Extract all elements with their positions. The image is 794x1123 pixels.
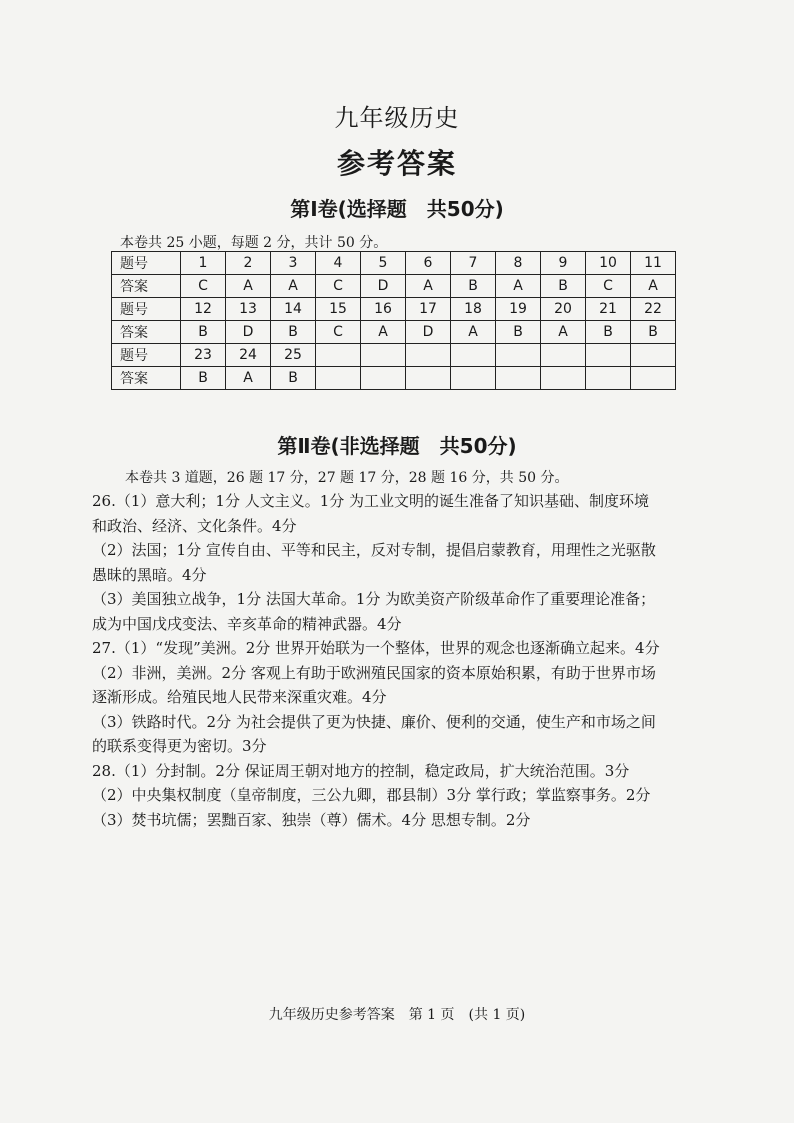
row-header-cell: 题号 — [112, 252, 181, 275]
table-cell: A — [451, 321, 496, 344]
answer-line: 的联系变得更为密切。3分 — [92, 737, 267, 755]
table-cell: B — [451, 275, 496, 298]
table-cell — [586, 344, 631, 367]
table-cell: B — [271, 321, 316, 344]
page-footer: 九年级历史参考答案 第 1 页 (共 1 页) — [268, 1007, 526, 1023]
table-row — [112, 367, 676, 390]
table-cell: 19 — [496, 298, 541, 321]
table-row — [112, 252, 676, 275]
answer-line: （2）法国；1分 宣传自由、平等和民主，反对专制，提倡启蒙教育，用理性之光驱散 — [92, 541, 656, 559]
table-cell: A — [271, 275, 316, 298]
table-row — [112, 344, 676, 367]
table-cell: 18 — [451, 298, 496, 321]
table-cell: C — [316, 321, 361, 344]
answer-line: 愚昧的黑暗。4分 — [92, 565, 207, 584]
answer-table — [111, 251, 676, 390]
table-cell — [541, 344, 586, 367]
table-cell: 8 — [496, 252, 541, 275]
row-header-cell: 答案 — [112, 275, 181, 298]
table-cell: 21 — [586, 298, 631, 321]
table-cell: 24 — [226, 344, 271, 367]
table-cell: 1 — [181, 252, 226, 275]
table-cell: 5 — [361, 252, 406, 275]
table-cell — [406, 344, 451, 367]
table-cell: 17 — [406, 298, 451, 321]
answer-line: （2）中央集权制度（皇帝制度，三公九卿，郡县制）3分 掌行政；掌监察事务。2分 — [92, 786, 651, 804]
row-header-cell: 题号 — [112, 298, 181, 321]
answer-line: （3）焚书坑儒；罢黜百家、独崇（尊）儒术。4分 思想专制。2分 — [92, 810, 531, 829]
document-title: 参考答案 — [336, 147, 457, 180]
answer-line: 逐渐形成。给殖民地人民带来深重灾难。4分 — [92, 688, 387, 706]
answer-line: 和政治、经济、文化条件。4分 — [92, 516, 297, 535]
table-cell: A — [406, 275, 451, 298]
table-cell — [361, 344, 406, 367]
table-cell: 10 — [586, 252, 631, 275]
table-cell: C — [316, 275, 361, 298]
table-cell: 22 — [631, 298, 676, 321]
table-cell: 16 — [361, 298, 406, 321]
table-row — [112, 321, 676, 344]
table-cell: 12 — [181, 298, 226, 321]
table-cell: 11 — [631, 252, 676, 275]
answer-text-block — [92, 489, 672, 832]
table-cell — [496, 367, 541, 390]
part2-intro: 本卷共 3 道题，26 题 17 分，27 题 17 分，28 题 16 分，共 50 分。 — [125, 470, 569, 486]
table-cell — [541, 367, 586, 390]
table-cell: A — [631, 275, 676, 298]
subject-title: 九年级历史 — [334, 104, 460, 132]
table-cell: A — [361, 321, 406, 344]
table-cell: D — [406, 321, 451, 344]
table-cell: A — [496, 275, 541, 298]
table-cell — [586, 367, 631, 390]
table-cell — [361, 367, 406, 390]
answer-line: 28.（1）分封制。2分 保证周王朝对地方的控制，稳定政局，扩大统治范围。3分 — [92, 761, 630, 780]
part1-intro: 本卷共 25 小题，每题 2 分，共计 50 分。 — [120, 235, 388, 251]
table-cell: D — [361, 275, 406, 298]
table-cell: D — [226, 321, 271, 344]
table-cell: 6 — [406, 252, 451, 275]
table-cell: C — [181, 275, 226, 298]
answer-line: 27.（1）“发现”美洲。2分 世界开始联为一个整体，世界的观念也逐渐确立起来。4分 — [92, 639, 660, 657]
table-cell: 14 — [271, 298, 316, 321]
table-cell: 7 — [451, 252, 496, 275]
table-cell: 23 — [181, 344, 226, 367]
table-cell — [631, 344, 676, 367]
table-cell — [406, 367, 451, 390]
table-cell — [316, 367, 361, 390]
answer-line: （2）非洲，美洲。2分 客观上有助于欧洲殖民国家的资本原始积累，有助于世界市场 — [92, 663, 656, 682]
table-cell: 20 — [541, 298, 586, 321]
row-header-cell: 答案 — [112, 321, 181, 344]
table-cell — [631, 367, 676, 390]
table-cell — [496, 344, 541, 367]
table-cell: 15 — [316, 298, 361, 321]
answer-line: 26.（1）意大利；1分 人文主义。1分 为工业文明的诞生准备了知识基础、制度环境 — [92, 492, 650, 510]
table-cell: B — [271, 367, 316, 390]
table-cell: B — [496, 321, 541, 344]
table-cell: A — [226, 367, 271, 390]
table-cell: 9 — [541, 252, 586, 275]
table-cell: B — [631, 321, 676, 344]
part2-title: 第Ⅱ卷(非选择题 共50分) — [277, 434, 517, 458]
table-cell: B — [181, 321, 226, 344]
table-cell: 3 — [271, 252, 316, 275]
table-cell — [316, 344, 361, 367]
table-cell: B — [181, 367, 226, 390]
table-row — [112, 298, 676, 321]
table-cell: 2 — [226, 252, 271, 275]
answer-line: （3）美国独立战争，1分 法国大革命。1分 为欧美资产阶级革命作了重要理论准备； — [92, 590, 656, 608]
table-cell — [451, 344, 496, 367]
table-cell — [451, 367, 496, 390]
table-cell: C — [586, 275, 631, 298]
row-header-cell: 题号 — [112, 344, 181, 367]
table-cell: 13 — [226, 298, 271, 321]
table-cell: B — [541, 275, 586, 298]
row-header-cell: 答案 — [112, 367, 181, 390]
table-cell: B — [586, 321, 631, 344]
table-cell: A — [541, 321, 586, 344]
part1-title: 第Ⅰ卷(选择题 共50分) — [290, 197, 504, 221]
answer-line: （3）铁路时代。2分 为社会提供了更为快捷、廉价、便利的交通，使生产和市场之间 — [92, 712, 656, 731]
table-cell: 4 — [316, 252, 361, 275]
table-cell: 25 — [271, 344, 316, 367]
table-row — [112, 275, 676, 298]
table-cell: A — [226, 275, 271, 298]
answer-line: 成为中国戊戌变法、辛亥革命的精神武器。4分 — [92, 614, 402, 633]
